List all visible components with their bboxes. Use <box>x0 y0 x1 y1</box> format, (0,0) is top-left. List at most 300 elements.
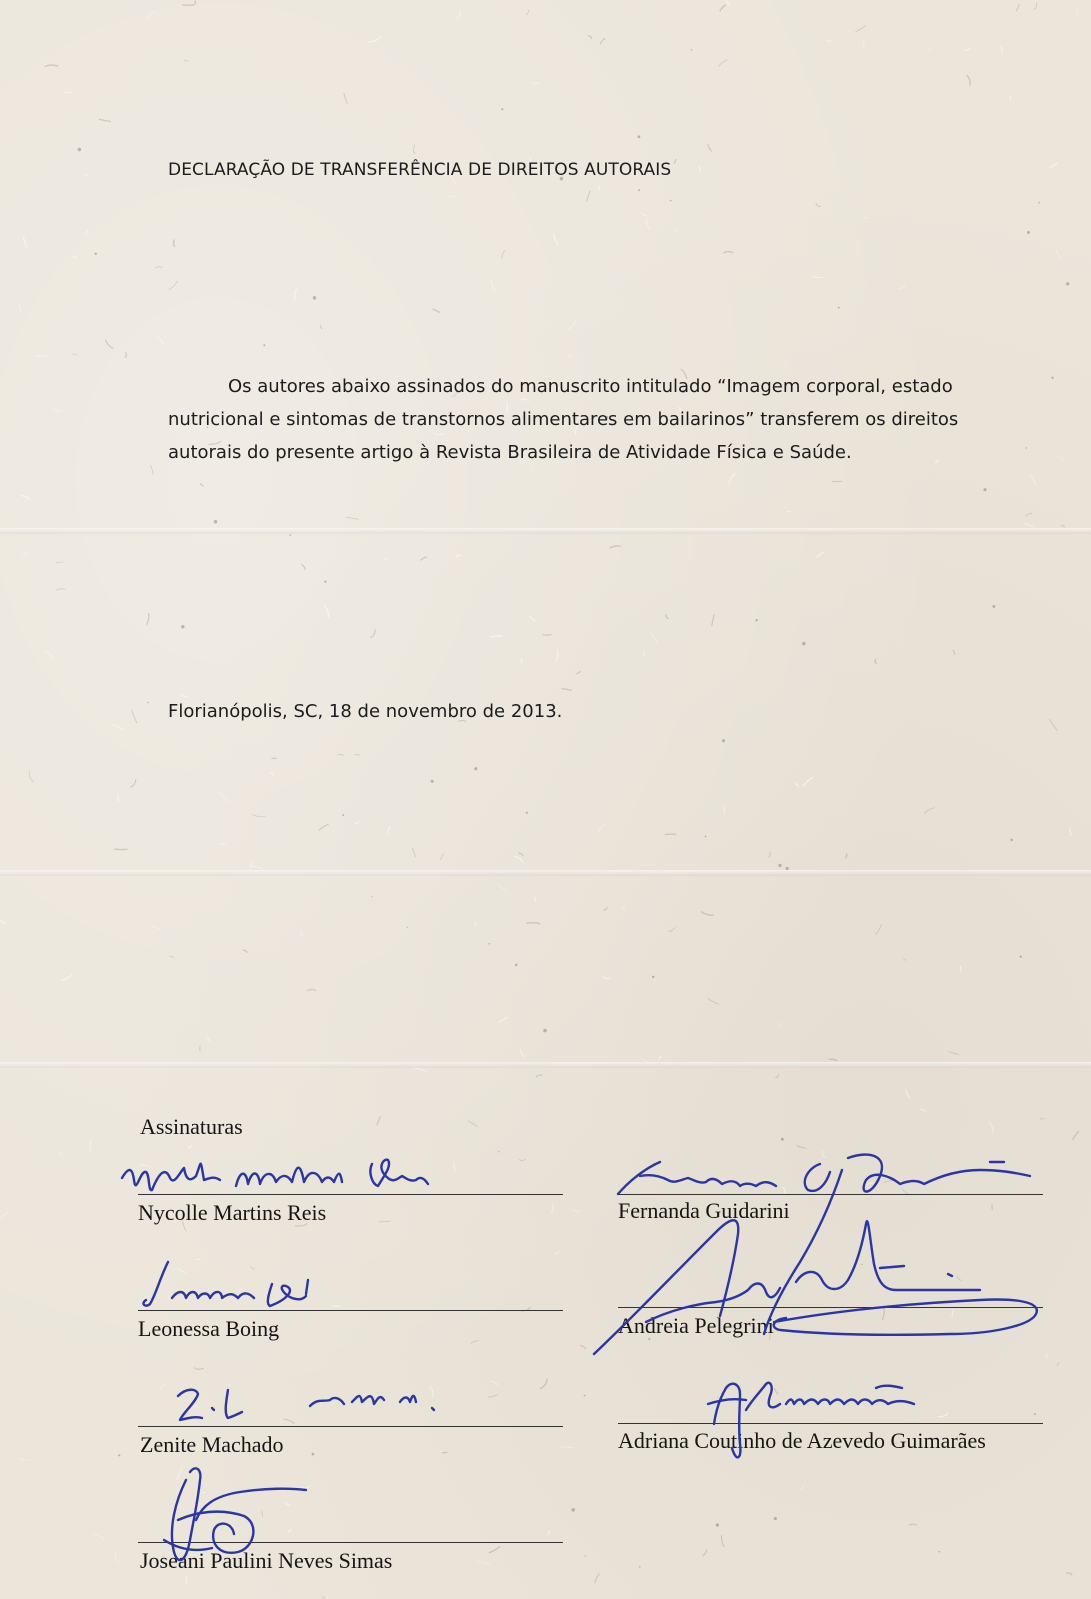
signature-line <box>618 1423 1043 1424</box>
paper-speck <box>638 135 641 138</box>
paper-fiber <box>1061 457 1064 461</box>
paper-speck <box>1051 377 1053 379</box>
paper-speck <box>342 814 344 816</box>
paper-fiber <box>158 337 164 344</box>
paper-fiber <box>701 912 714 916</box>
paper-speck <box>638 189 640 191</box>
paper-fiber <box>454 1163 455 1171</box>
paper-fiber <box>603 976 610 979</box>
paper-fiber <box>19 1458 32 1460</box>
paper-fiber <box>568 319 577 330</box>
signature-line <box>138 1194 563 1195</box>
signatures-heading: Assinaturas <box>140 1114 243 1139</box>
paper-fiber <box>93 1533 105 1539</box>
paper-fiber <box>598 824 605 833</box>
paper-fiber <box>967 75 970 85</box>
paper-speck <box>312 1453 315 1456</box>
paper-speck <box>313 296 316 299</box>
paper-fiber <box>519 853 523 856</box>
paper-fiber <box>200 1045 201 1051</box>
paper-fiber <box>561 689 571 691</box>
paper-fiber <box>957 1275 961 1280</box>
paper-fiber <box>379 1221 391 1222</box>
paper-fiber <box>150 465 153 475</box>
paper-fiber <box>502 250 505 258</box>
paper-fiber <box>551 1203 553 1213</box>
paper-fiber <box>952 1309 954 1317</box>
paper-fiber <box>580 1346 585 1350</box>
paper-speck <box>802 642 806 646</box>
paper-fiber <box>1040 1119 1046 1121</box>
paper-fiber <box>720 5 726 11</box>
paper-fiber <box>1016 4 1019 12</box>
paper-fiber <box>526 10 529 15</box>
paper-fiber <box>113 725 124 730</box>
paper-fiber <box>536 1075 542 1077</box>
paper-fiber <box>778 1022 782 1027</box>
paper-fiber <box>829 1059 838 1060</box>
paper-fiber <box>621 906 625 909</box>
paper-fiber <box>640 1057 647 1062</box>
paper-fiber <box>1057 1363 1059 1366</box>
paper-speck <box>515 964 518 967</box>
paper-fiber <box>801 1486 804 1490</box>
paper-fiber <box>556 649 557 661</box>
paper-fiber <box>355 821 359 824</box>
paper-fiber <box>542 634 551 635</box>
paper-fiber <box>906 1089 911 1098</box>
paper-fiber <box>1001 46 1003 53</box>
paper-speck <box>1066 282 1069 285</box>
signatory-name: Adriana Coutinho de Azevedo Guimarães <box>618 1428 986 1453</box>
paper-fold-line <box>0 528 1091 534</box>
paper-fiber <box>1076 8 1078 14</box>
paper-fiber <box>601 39 606 45</box>
paper-fiber <box>177 1268 185 1273</box>
signature-line <box>138 1310 563 1311</box>
paper-speck <box>716 1523 719 1526</box>
paper-fiber <box>724 252 734 254</box>
paper-speck <box>407 927 408 928</box>
signatory-name: Nycolle Martins Reis <box>138 1200 327 1225</box>
paper-fiber <box>666 614 669 618</box>
paper-fiber <box>1026 513 1032 516</box>
paper-speck <box>755 619 757 621</box>
paper-fiber <box>1046 1353 1048 1358</box>
paper-fiber <box>498 885 508 893</box>
paper-fiber <box>599 185 601 191</box>
paper-fiber <box>59 1151 63 1155</box>
paper-fiber <box>184 60 189 61</box>
paper-fiber <box>0 1213 8 1221</box>
paper-fiber <box>769 852 771 857</box>
paper-fiber <box>29 771 33 783</box>
signature-line <box>138 1426 563 1427</box>
paper-fiber <box>243 950 248 953</box>
paper-fiber <box>724 805 725 815</box>
paper-fiber <box>72 354 78 355</box>
paper-fiber <box>845 853 847 858</box>
paper-fiber <box>355 754 360 755</box>
paper-fiber <box>938 1413 949 1416</box>
paper-fiber <box>173 240 175 247</box>
paper-fiber <box>856 25 866 31</box>
paper-fiber <box>1050 162 1057 168</box>
paper-fiber <box>250 1266 255 1270</box>
paper-fiber <box>21 495 30 499</box>
paper-fiber <box>441 853 445 860</box>
paper-speck <box>214 520 217 523</box>
paper-speck <box>781 1138 784 1141</box>
paper-fiber <box>548 1530 550 1535</box>
paper-fiber <box>560 1447 574 1448</box>
paper-fiber <box>301 1485 311 1488</box>
paper-fiber <box>475 922 476 927</box>
paper-fiber <box>1049 719 1057 730</box>
paper-fiber <box>698 167 700 172</box>
paper-speck <box>861 1264 862 1265</box>
paper-fiber <box>1029 474 1035 485</box>
paper-speck <box>571 1508 575 1512</box>
paper-fiber <box>822 1151 825 1158</box>
paper-fiber <box>676 228 677 232</box>
paper-fiber <box>53 409 62 411</box>
paper-fiber <box>647 219 650 229</box>
paper-fiber <box>703 1550 707 1556</box>
paper-fiber <box>177 1468 182 1481</box>
paper-fiber <box>471 1341 479 1344</box>
paper-fiber <box>377 1117 381 1126</box>
paper-fiber <box>188 1146 192 1149</box>
paper-speck <box>778 864 781 867</box>
paper-fiber <box>442 1452 447 1453</box>
paper-fiber <box>659 1056 662 1060</box>
paper-speck <box>670 200 672 202</box>
paper-fiber <box>125 352 127 357</box>
paper-speck <box>639 1566 641 1568</box>
paper-fiber <box>576 671 580 674</box>
paper-speck <box>95 253 97 255</box>
paper-fiber <box>488 1395 498 1397</box>
paper-fiber <box>384 558 388 560</box>
paper-fiber <box>708 144 712 152</box>
paper-fiber <box>56 589 65 590</box>
paper-fiber <box>491 1381 498 1385</box>
paper-fiber <box>283 1419 294 1423</box>
paper-fiber <box>61 975 72 981</box>
paper-fiber <box>151 927 160 930</box>
paper-fiber <box>554 1252 559 1255</box>
paper-speck <box>1027 231 1030 234</box>
paper-speck <box>939 1551 941 1553</box>
paper-fiber <box>332 1305 341 1306</box>
paper-fiber <box>182 4 194 5</box>
paper-fiber <box>866 1183 874 1185</box>
paper-speck <box>324 580 326 582</box>
paper-fiber <box>139 1165 151 1167</box>
paper-speck <box>431 780 434 783</box>
paper-speck <box>263 344 265 346</box>
paper-fiber <box>909 1524 917 1525</box>
paper-fiber <box>669 927 676 931</box>
paper-speck <box>585 1555 586 1556</box>
paper-fiber <box>927 48 931 50</box>
paper-fiber <box>882 1308 884 1320</box>
paper-fiber <box>775 1075 778 1078</box>
paper-fiber <box>421 557 428 560</box>
paper-speck <box>1010 839 1013 842</box>
paper-fiber <box>161 1384 167 1389</box>
paper-fiber <box>643 650 644 657</box>
paper-fiber <box>271 772 274 775</box>
paper-fiber <box>729 473 736 483</box>
paper-fiber <box>369 36 381 42</box>
declaration-body <box>168 370 998 469</box>
paper-fiber <box>721 1535 724 1547</box>
paper-speck <box>526 812 528 814</box>
paper-fiber <box>924 808 934 814</box>
paper-fiber <box>726 1 730 5</box>
signatory-name: Andreia Pelegrini <box>618 1313 774 1338</box>
paper-fiber <box>130 779 136 787</box>
paper-fiber <box>64 92 72 93</box>
paper-fiber <box>181 694 187 697</box>
paper-fiber <box>34 356 47 357</box>
paper-fiber <box>433 309 440 313</box>
paper-fold-line <box>0 870 1091 876</box>
paper-fiber <box>795 782 799 787</box>
paper-fiber <box>252 866 262 869</box>
paper-fiber <box>964 48 970 51</box>
paper-fiber <box>990 1122 994 1133</box>
paper-speck <box>992 605 995 608</box>
paper-fiber <box>783 1187 786 1193</box>
paper-speck <box>838 307 840 309</box>
paper-speck <box>488 943 490 945</box>
paper-speck <box>584 1395 586 1397</box>
paper-fiber <box>1057 250 1061 259</box>
paper-fiber <box>490 636 502 637</box>
paper-fiber <box>73 256 77 259</box>
paper-fiber <box>468 1121 478 1127</box>
paper-fiber <box>146 12 154 20</box>
paper-fiber <box>261 1511 262 1517</box>
paper-fiber <box>651 633 658 643</box>
paper-fiber <box>803 777 813 786</box>
signature-line <box>618 1307 1043 1308</box>
signature-line <box>618 1194 1043 1195</box>
paper-fold-line <box>0 1062 1091 1068</box>
place-and-date: Florianópolis, SC, 18 de novembro de 2013. <box>168 701 563 722</box>
paper-fiber <box>774 1388 778 1394</box>
paper-fiber <box>90 1140 91 1152</box>
paper-fiber <box>252 815 266 817</box>
paper-fiber <box>200 484 204 487</box>
paper-fiber <box>603 907 607 910</box>
paper-fiber <box>155 267 162 268</box>
paper-fiber <box>0 915 6 924</box>
paper-fiber <box>665 834 677 835</box>
paper-fiber <box>388 826 391 835</box>
declaration-text: Os autores abaixo assinados do manuscrito intitulado “Imagem corporal, estado nutricional e sintomas de transtornos alimentares em bailarinos” transferem os direitos autorais do presente artigo à Revista Brasileira de Atividade Física e Saúde. <box>168 376 959 463</box>
paper-fiber <box>99 119 111 121</box>
paper-fiber <box>948 1052 959 1055</box>
paper-fiber <box>186 1576 187 1584</box>
paper-fiber <box>117 794 119 802</box>
paper-speck <box>983 488 986 491</box>
signatory-name: Fernanda Guidarini <box>618 1198 790 1223</box>
paper-fiber <box>194 1368 203 1370</box>
paper-fiber <box>288 1529 291 1532</box>
paper-fiber <box>712 615 714 626</box>
paper-fiber <box>816 203 821 207</box>
paper-fiber <box>571 1210 581 1212</box>
paper-fiber <box>826 39 834 41</box>
paper-fiber <box>719 60 728 67</box>
paper-fiber <box>953 650 955 655</box>
paper-speck <box>722 739 725 742</box>
paper-fiber <box>346 518 359 520</box>
paper-fiber <box>938 1290 943 1291</box>
paper-fiber <box>489 1546 500 1553</box>
paper-fiber <box>115 1552 118 1563</box>
paper-fiber <box>321 325 323 329</box>
paper-speck <box>181 625 184 628</box>
paper-fiber <box>883 1179 896 1183</box>
paper-fiber <box>527 923 541 924</box>
paper-fiber <box>477 1561 490 1565</box>
paper-fiber <box>218 844 225 845</box>
paper-speck <box>501 108 503 110</box>
paper-fiber <box>56 562 63 563</box>
paper-speck <box>543 1029 546 1032</box>
paper-fiber <box>861 39 864 47</box>
signatory-name: Zenite Machado <box>140 1432 284 1457</box>
paper-fiber <box>595 1574 600 1583</box>
paper-fiber <box>863 217 869 218</box>
paper-fiber <box>286 1502 291 1505</box>
paper-speck <box>1020 955 1022 957</box>
paper-fiber <box>132 710 137 723</box>
paper-fiber <box>300 931 302 936</box>
paper-fiber <box>674 159 676 164</box>
paper-fiber <box>430 1387 433 1398</box>
paper-fiber <box>22 550 27 558</box>
paper-fiber <box>816 551 824 557</box>
paper-fiber <box>903 958 906 961</box>
paper-fiber <box>554 234 558 245</box>
paper-fiber <box>169 281 178 290</box>
paper-fiber <box>540 1379 547 1389</box>
paper-fiber <box>301 564 305 570</box>
paper-fiber <box>530 616 536 621</box>
paper-speck <box>498 1151 499 1152</box>
document-title: DECLARAÇÃO DE TRANSFERÊNCIA DE DIREITOS AUTORAIS <box>168 160 672 180</box>
paper-fiber <box>519 1159 526 1161</box>
paper-fiber <box>875 924 882 934</box>
paper-fiber <box>457 555 462 557</box>
paper-speck <box>118 1454 120 1456</box>
paper-fiber <box>337 754 343 755</box>
paper-fiber <box>514 856 523 862</box>
paper-fiber <box>344 93 348 103</box>
paper-fiber <box>875 659 877 664</box>
paper-fiber <box>19 303 21 312</box>
paper-fiber <box>219 792 228 802</box>
paper-fiber <box>920 1109 926 1111</box>
paper-fiber <box>1010 96 1011 100</box>
paper-fiber <box>1070 828 1072 835</box>
paper-fiber <box>797 1145 807 1148</box>
paper-fiber <box>86 230 89 235</box>
paper-speck <box>474 767 477 770</box>
paper-fiber <box>307 989 316 991</box>
paper-speck <box>371 896 372 897</box>
paper-fiber <box>498 1017 508 1023</box>
paper-fiber <box>609 546 620 548</box>
paper-fiber <box>520 1049 524 1058</box>
paper-fiber <box>370 629 375 637</box>
paper-speck <box>652 976 654 978</box>
signature-line <box>138 1542 563 1543</box>
paper-speck <box>147 702 149 704</box>
paper-fiber <box>717 1398 721 1403</box>
paper-speck <box>1026 447 1027 448</box>
paper-fiber <box>195 1492 205 1496</box>
paper-fiber <box>319 824 329 830</box>
paper-fiber <box>708 998 719 1004</box>
paper-fiber <box>641 213 647 216</box>
paper-fiber <box>412 848 416 857</box>
paper-fiber <box>414 145 416 154</box>
paper-fiber <box>170 956 175 958</box>
paper-fiber <box>491 280 495 292</box>
paper-fiber <box>23 237 27 248</box>
paper-speck <box>1034 1413 1036 1415</box>
paper-fiber <box>147 613 149 625</box>
paper-fiber <box>196 1258 200 1259</box>
paper-fiber <box>587 191 591 202</box>
paper-fiber <box>1066 1573 1072 1575</box>
paper-fiber <box>1025 523 1035 527</box>
paper-speck <box>691 49 692 50</box>
signatory-name: Leonessa Boing <box>138 1316 280 1341</box>
paper-fiber <box>414 1068 426 1072</box>
paper-fiber <box>532 83 539 84</box>
paper-fiber <box>207 1037 212 1041</box>
paper-fiber <box>250 861 252 870</box>
paper-fiber <box>46 651 53 660</box>
paper-speck <box>705 835 707 837</box>
paper-fiber <box>812 276 823 277</box>
signatory-name: Joseani Paulini Neves Simas <box>140 1548 393 1573</box>
paper-fiber <box>106 340 114 349</box>
paper-fiber <box>1034 3 1037 10</box>
paper-fiber <box>83 175 89 177</box>
paper-fiber <box>457 9 461 18</box>
paper-fiber <box>1072 1131 1079 1140</box>
paper-fiber <box>899 285 906 289</box>
paper-fiber <box>324 606 329 618</box>
paper-speck <box>1038 202 1040 204</box>
paper-speck <box>774 1517 777 1520</box>
paper-fiber <box>295 288 298 300</box>
paper-fiber <box>449 196 456 198</box>
paper-fiber <box>45 65 58 67</box>
paper-fiber <box>588 36 592 40</box>
paper-speck <box>290 534 292 536</box>
paper-speck <box>78 148 81 151</box>
